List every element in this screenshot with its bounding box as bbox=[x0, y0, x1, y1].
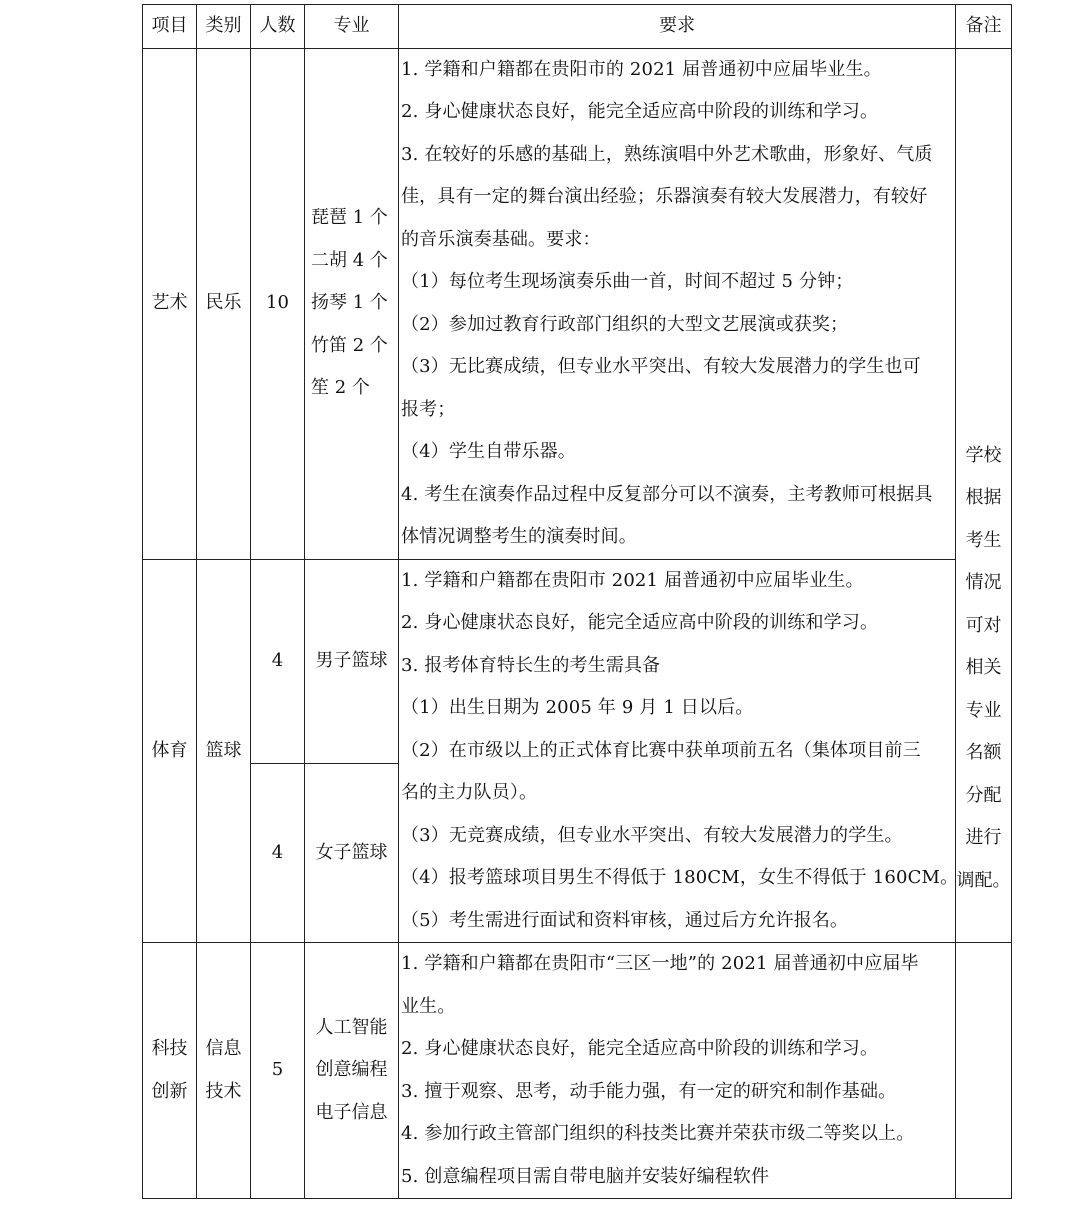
remarks-line: 情况 bbox=[965, 572, 1002, 593]
tech-major-line: 电子信息 bbox=[315, 1101, 388, 1123]
sports-boys-major-label: 男子篮球 bbox=[315, 649, 388, 671]
sports-req-line: （5）考生需进行面试和资料审核，通过后方允许报名。 bbox=[401, 909, 849, 931]
remarks-cell bbox=[956, 48, 1012, 943]
art-major bbox=[305, 48, 399, 559]
tech-req-line: 5. 创意编程项目需自带电脑并安装好编程软件 bbox=[401, 1165, 770, 1187]
tech-remarks-empty bbox=[956, 943, 1012, 1199]
remarks-line: 调配。 bbox=[956, 869, 1011, 891]
sports-girls-major bbox=[305, 763, 399, 942]
enrollment-requirements-table bbox=[142, 4, 1012, 1199]
header-major: 专业 bbox=[305, 5, 399, 49]
sports-req-line: （4）报考篮球项目男生不得低于 180CM，女生不得低于 160CM。 bbox=[401, 867, 959, 888]
tech-project-line: 科技 bbox=[151, 1038, 188, 1059]
tech-project bbox=[143, 943, 197, 1199]
art-req-line: （4）学生自带乐器。 bbox=[401, 441, 576, 462]
tech-major-line: 人工智能 bbox=[315, 1016, 388, 1038]
tech-project-line: 创新 bbox=[151, 1080, 188, 1102]
art-req-line: 体情况调整考生的演奏时间。 bbox=[401, 526, 637, 547]
art-requirements bbox=[399, 48, 956, 559]
art-major-line: 琵琶 1 个 bbox=[311, 207, 388, 229]
sports-girls-count: 4 bbox=[251, 763, 305, 942]
sports-req-line: 2. 身心健康状态良好，能完全适应高中阶段的训练和学习。 bbox=[401, 612, 879, 633]
tech-req-line: 2. 身心健康状态良好，能完全适应高中阶段的训练和学习。 bbox=[401, 1038, 879, 1059]
art-major-line: 笙 2 个 bbox=[311, 377, 370, 399]
sports-category: 篮球 bbox=[197, 559, 251, 943]
remarks-line: 进行 bbox=[965, 827, 1002, 848]
tech-req-line: 3. 擅于观察、思考，动手能力强，有一定的研究和制作基础。 bbox=[401, 1080, 897, 1102]
tech-req-line: 1. 学籍和户籍都在贵阳市“三区一地”的 2021 届普通初中应届毕 bbox=[401, 953, 919, 974]
art-req-line: 的音乐演奏基础。要求： bbox=[401, 228, 601, 250]
art-req-line: 1. 学籍和户籍都在贵阳市的 2021 届普通初中应届毕业生。 bbox=[401, 58, 882, 80]
tech-requirements bbox=[399, 943, 956, 1199]
art-project: 艺术 bbox=[143, 48, 197, 559]
tech-category-line: 信息 bbox=[205, 1038, 242, 1059]
sports-girls-major-label: 女子篮球 bbox=[315, 841, 388, 863]
header-project: 项目 bbox=[143, 5, 197, 49]
art-req-line: 3. 在较好的乐感的基础上，熟练演唱中外艺术歌曲，形象好、气质 bbox=[401, 143, 933, 165]
art-req-line: 佳，具有一定的舞台演出经验；乐器演奏有较大发展潜力，有较好 bbox=[401, 186, 928, 207]
remarks-line: 可对 bbox=[965, 614, 1002, 636]
remarks-line: 相关 bbox=[965, 657, 1002, 678]
header-remarks: 备注 bbox=[956, 5, 1012, 49]
sports-boys-major bbox=[305, 559, 399, 763]
sports-requirements bbox=[399, 559, 959, 943]
remarks-line: 学校 bbox=[965, 444, 1002, 466]
art-req-line: 4. 考生在演奏作品过程中反复部分可以不演奏，主考教师可根据具 bbox=[401, 483, 933, 505]
art-req-line: （2）参加过教育行政部门组织的大型文艺展演或获奖； bbox=[401, 313, 849, 335]
header-category: 类别 bbox=[197, 5, 251, 49]
sports-req-line: （3）无竞赛成绩，但专业水平突出、有较大发展潜力的学生。 bbox=[401, 824, 903, 846]
sports-req-line: 3. 报考体育特长生的考生需具备 bbox=[401, 654, 661, 676]
remarks-line: 考生 bbox=[965, 529, 1002, 551]
tech-major-line: 创意编程 bbox=[315, 1059, 388, 1081]
sports-boys-count: 4 bbox=[251, 559, 305, 763]
art-count: 10 bbox=[251, 48, 305, 559]
art-major-line: 二胡 4 个 bbox=[311, 249, 388, 271]
remarks-line: 根据 bbox=[965, 487, 1002, 508]
sports-project: 体育 bbox=[143, 559, 197, 943]
tech-req-line: 4. 参加行政主管部门组织的科技类比赛并荣获市级二等奖以上。 bbox=[401, 1123, 915, 1144]
table-row-sports-boys bbox=[143, 559, 1012, 763]
art-major-line: 竹笛 2 个 bbox=[311, 334, 388, 356]
table-row-art bbox=[143, 48, 1012, 559]
sports-req-line: 名的主力队员）。 bbox=[401, 782, 538, 803]
tech-category bbox=[197, 943, 251, 1199]
tech-major bbox=[305, 943, 399, 1199]
remarks-line: 专业 bbox=[965, 699, 1002, 721]
art-category: 民乐 bbox=[197, 48, 251, 559]
tech-category-line: 技术 bbox=[205, 1080, 242, 1102]
header-row bbox=[143, 5, 1012, 49]
art-req-line: （3）无比赛成绩，但专业水平突出、有较大发展潜力的学生也可 bbox=[401, 356, 921, 377]
tech-count: 5 bbox=[251, 943, 305, 1199]
header-requirements: 要求 bbox=[399, 5, 956, 49]
art-req-line: （1）每位考生现场演奏乐曲一首，时间不超过 5 分钟； bbox=[401, 271, 854, 292]
remarks-line: 名额 bbox=[965, 742, 1002, 763]
table-row-tech bbox=[143, 943, 1012, 1199]
sports-req-line: （1）出生日期为 2005 年 9 月 1 日以后。 bbox=[401, 697, 754, 718]
remarks-line: 分配 bbox=[965, 784, 1002, 806]
tech-req-line: 业生。 bbox=[401, 995, 456, 1017]
art-req-line: 2. 身心健康状态良好，能完全适应高中阶段的训练和学习。 bbox=[401, 101, 879, 122]
header-count: 人数 bbox=[251, 5, 305, 49]
sports-req-line: （2）在市级以上的正式体育比赛中获单项前五名（集体项目前三 bbox=[401, 739, 921, 761]
sports-req-line: 1. 学籍和户籍都在贵阳市 2021 届普通初中应届毕业生。 bbox=[401, 569, 864, 591]
art-req-line: 报考； bbox=[401, 398, 456, 420]
art-major-line: 扬琴 1 个 bbox=[311, 292, 388, 314]
